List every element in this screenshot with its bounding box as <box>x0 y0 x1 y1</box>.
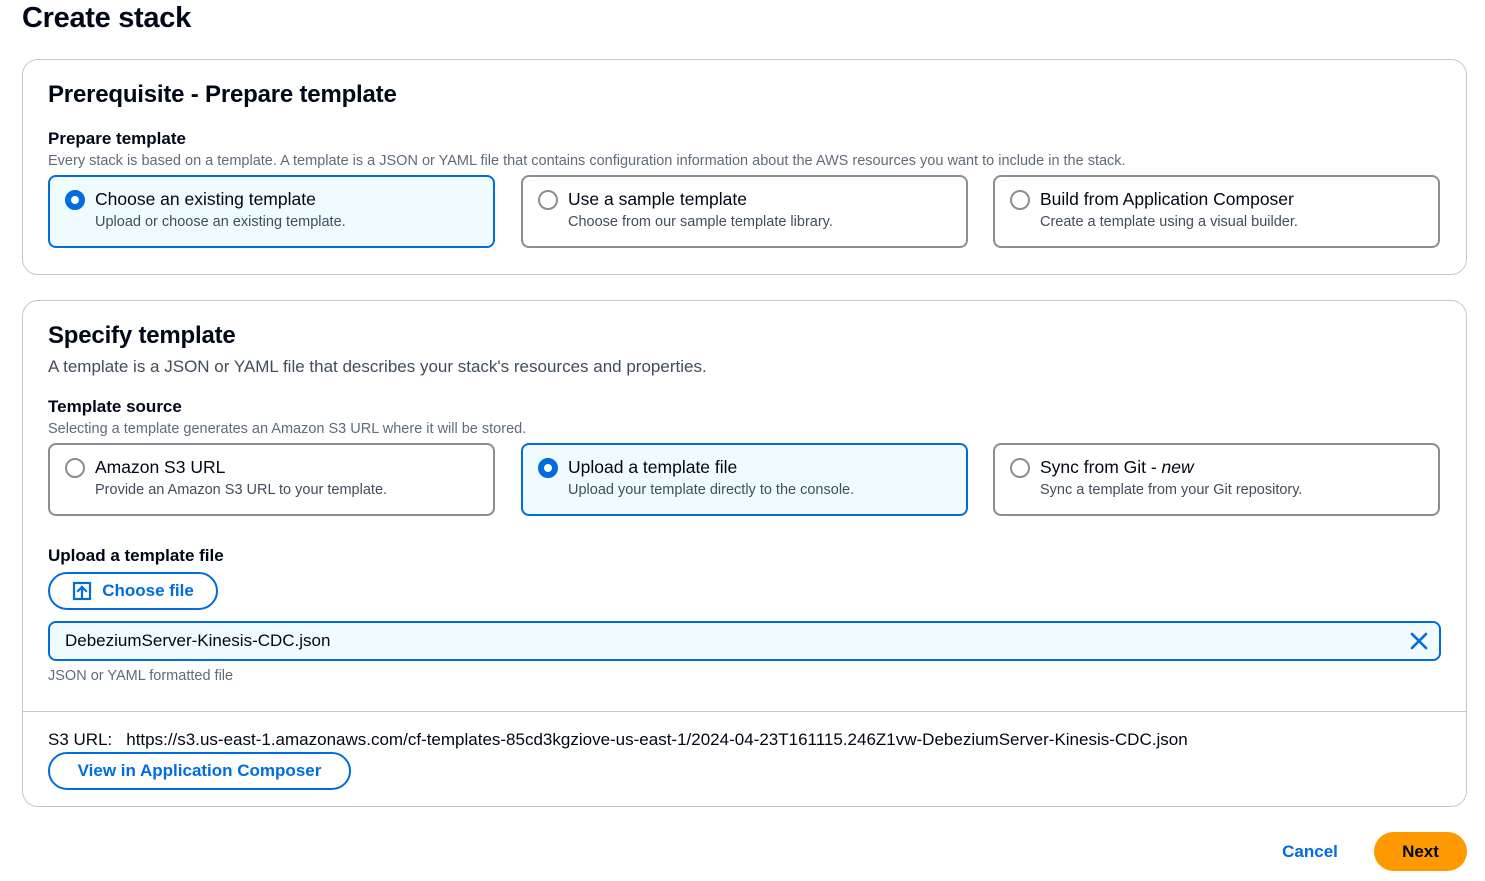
tile-description: Upload your template directly to the console. <box>568 482 855 498</box>
view-in-application-composer-button[interactable]: View in Application Composer <box>48 752 351 790</box>
s3-url-value: https://s3.us-east-1.amazonaws.com/cf-templates-85cd3kgziove-us-east-1/2024-04-23T161115.246Z1vw-DebeziumServer-Kinesis-CDC.json <box>126 730 1188 749</box>
specify-template-description: A template is a JSON or YAML file that describes your stack's resources and properties. <box>48 357 707 376</box>
radio-choose-existing-template[interactable] <box>65 190 85 210</box>
template-source-label: Template source <box>48 397 182 416</box>
s3-url-label: S3 URL: <box>48 730 113 749</box>
next-button[interactable]: Next <box>1374 832 1467 871</box>
choose-file-button[interactable] <box>48 572 218 610</box>
radio-upload-template-file[interactable] <box>538 458 558 478</box>
choose-file-label: Choose file <box>102 581 194 600</box>
tile-use-sample-template[interactable] <box>521 175 968 248</box>
tile-description: Choose from our sample template library. <box>568 214 833 230</box>
radio-amazon-s3-url[interactable] <box>65 458 85 478</box>
tile-description: Create a template using a visual builder. <box>1040 214 1298 230</box>
divider <box>23 711 1466 712</box>
tile-title: Amazon S3 URL <box>95 457 226 477</box>
close-icon[interactable] <box>1409 631 1429 651</box>
tile-description: Sync a template from your Git repository. <box>1040 482 1303 498</box>
selected-file-field[interactable] <box>48 621 1441 661</box>
tile-description: Upload or choose an existing template. <box>95 214 346 230</box>
new-badge: new <box>1161 457 1194 477</box>
prepare-template-label: Prepare template <box>48 129 186 148</box>
template-source-description: Selecting a template generates an Amazon S3 URL where it will be stored. <box>48 421 527 437</box>
tile-title-prefix: Sync from Git - <box>1040 457 1162 477</box>
prerequisite-heading: Prerequisite - Prepare template <box>48 81 397 108</box>
tile-build-from-application-composer[interactable] <box>993 175 1440 248</box>
tile-title: Choose an existing template <box>95 189 316 209</box>
tile-choose-existing-template[interactable] <box>48 175 495 248</box>
tile-title <box>1040 457 1194 478</box>
upload-icon <box>72 581 92 601</box>
file-format-hint: JSON or YAML formatted file <box>48 668 234 684</box>
specify-template-panel <box>22 300 1467 807</box>
specify-template-heading: Specify template <box>48 322 236 349</box>
radio-use-sample-template[interactable] <box>538 190 558 210</box>
page-title: Create stack <box>22 2 191 34</box>
cancel-button[interactable]: Cancel <box>1270 833 1350 871</box>
tile-title: Build from Application Composer <box>1040 189 1294 209</box>
selected-file-name: DebeziumServer-Kinesis-CDC.json <box>65 631 331 650</box>
tile-upload-template-file[interactable] <box>521 443 968 516</box>
tile-title: Upload a template file <box>568 457 738 477</box>
radio-build-from-application-composer[interactable] <box>1010 190 1030 210</box>
upload-template-file-label: Upload a template file <box>48 546 224 565</box>
tile-title: Use a sample template <box>568 189 747 209</box>
tile-sync-from-git[interactable] <box>993 443 1440 516</box>
tile-amazon-s3-url[interactable] <box>48 443 495 516</box>
s3-url-row <box>48 730 1188 750</box>
radio-sync-from-git[interactable] <box>1010 458 1030 478</box>
prepare-template-description: Every stack is based on a template. A template is a JSON or YAML file that contains configuration information about the AWS resources you want to include in the stack. <box>48 153 1126 169</box>
prerequisite-panel <box>22 59 1467 275</box>
tile-description: Provide an Amazon S3 URL to your template. <box>95 482 388 498</box>
